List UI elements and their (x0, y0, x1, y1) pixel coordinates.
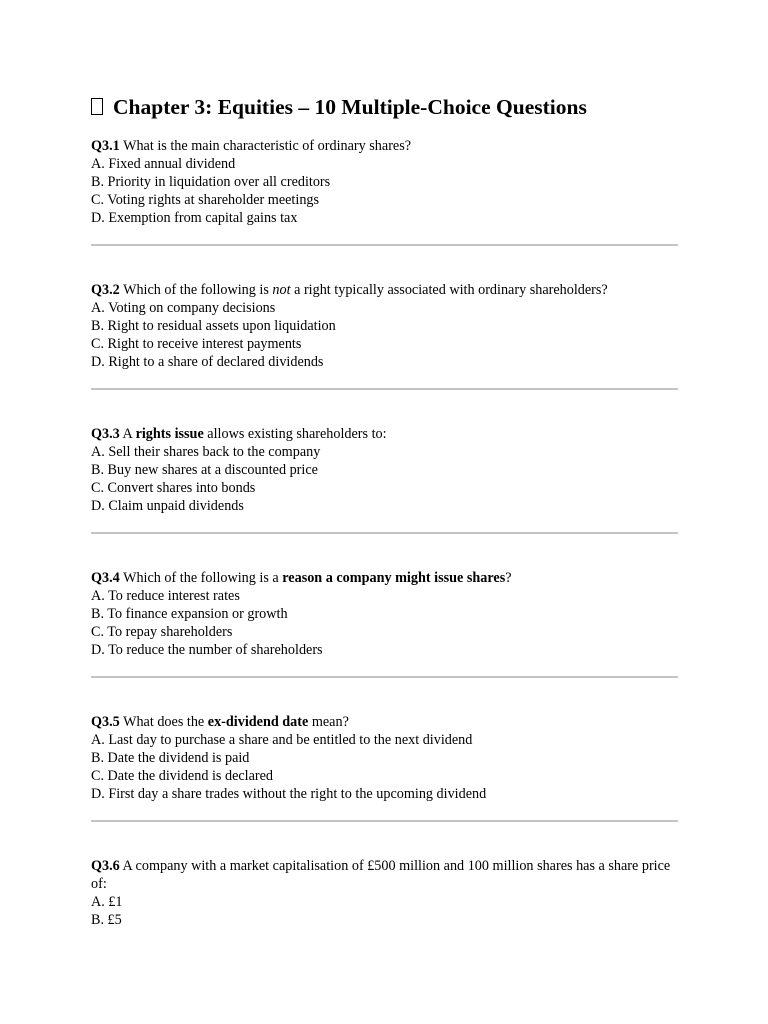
question-text: What does the (119, 714, 208, 730)
answer-option: C. Convert shares into bonds (91, 480, 256, 496)
question-number: Q3.1 (91, 138, 120, 154)
question-number: Q3.3 (91, 426, 120, 442)
document-page (91, 92, 678, 929)
question-number: Q3.5 (91, 714, 120, 730)
answer-option: C. To repay shareholders (91, 624, 233, 640)
question-emphasis-bold: rights issue (135, 426, 204, 442)
question-text: Which of the following is a (119, 570, 283, 586)
answer-option: D. Claim unpaid dividends (91, 498, 244, 514)
section-divider (91, 388, 678, 390)
question-text: A company with a market capitalisation of £500 million and 100 million shares has a share price of: (91, 858, 671, 892)
question-block (91, 281, 678, 371)
question-block (91, 713, 678, 803)
answer-option: B. Buy new shares at a discounted price (91, 462, 318, 478)
question-text: A (119, 426, 136, 442)
answer-option: A. Last day to purchase a share and be entitled to the next dividend (91, 732, 473, 748)
answer-option: B. Date the dividend is paid (91, 750, 250, 766)
question-stem (91, 713, 678, 731)
question-emphasis-bold: ex-dividend date (207, 714, 309, 730)
answer-option: D. Right to a share of declared dividends (91, 354, 324, 370)
question-number: Q3.4 (91, 570, 120, 586)
question-text: mean? (308, 714, 349, 730)
chapter-title-text: Chapter 3: Equities – 10 Multiple-Choice Questions (113, 95, 587, 119)
question-number: Q3.6 (91, 858, 120, 874)
answer-option: B. Right to residual assets upon liquidation (91, 318, 336, 334)
question-stem (91, 425, 678, 443)
answer-option: A. To reduce interest rates (91, 588, 240, 604)
question-text: a right typically associated with ordinary shareholders? (290, 282, 608, 298)
chapter-title (91, 92, 678, 122)
answer-option: D. Exemption from capital gains tax (91, 210, 298, 226)
question-emphasis-italic: not (272, 282, 291, 298)
question-text: allows existing shareholders to: (203, 426, 387, 442)
question-block (91, 137, 678, 227)
missing-glyph-icon (91, 98, 103, 115)
answer-option: A. Voting on company decisions (91, 300, 276, 316)
answer-option: B. £5 (91, 912, 122, 928)
section-divider (91, 820, 678, 822)
answer-option: A. Fixed annual dividend (91, 156, 236, 172)
question-number: Q3.2 (91, 282, 120, 298)
question-block (91, 425, 678, 515)
answer-option: B. To finance expansion or growth (91, 606, 288, 622)
section-divider (91, 532, 678, 534)
answer-option: A. £1 (91, 894, 123, 910)
section-divider (91, 244, 678, 246)
question-block (91, 569, 678, 659)
question-stem (91, 569, 678, 587)
answer-option: C. Voting rights at shareholder meetings (91, 192, 320, 208)
question-text: ? (505, 570, 512, 586)
question-text: Which of the following is (119, 282, 273, 298)
question-list (91, 137, 678, 929)
question-stem (91, 137, 678, 155)
question-block (91, 857, 678, 929)
question-emphasis-bold: reason a company might issue shares (282, 570, 506, 586)
answer-option: C. Right to receive interest payments (91, 336, 302, 352)
question-stem (91, 281, 678, 299)
question-text: What is the main characteristic of ordinary shares? (119, 138, 412, 154)
answer-option: B. Priority in liquidation over all creditors (91, 174, 331, 190)
answer-option: D. To reduce the number of shareholders (91, 642, 323, 658)
question-stem (91, 857, 678, 893)
answer-option: D. First day a share trades without the right to the upcoming dividend (91, 786, 487, 802)
answer-option: A. Sell their shares back to the company (91, 444, 321, 460)
answer-option: C. Date the dividend is declared (91, 768, 274, 784)
section-divider (91, 676, 678, 678)
